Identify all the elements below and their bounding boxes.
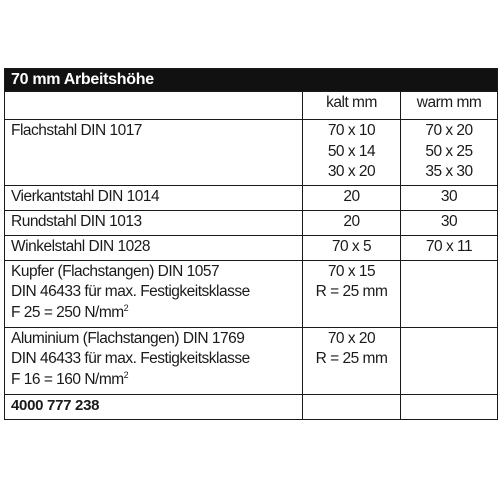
kalt-value: 70 x 10 xyxy=(327,122,376,139)
row-label-line: Vierkantstahl DIN 1014 xyxy=(11,187,160,205)
kalt-cell xyxy=(303,185,401,210)
footer-empty-cell xyxy=(303,394,401,419)
row-label-line: Flachstahl DIN 1017 xyxy=(11,122,142,139)
table-row xyxy=(5,120,498,186)
row-label xyxy=(5,260,303,327)
row-label-line: Winkelstahl DIN 1028 xyxy=(11,237,151,255)
row-label-line: F 25 = 250 N/mm xyxy=(11,303,124,321)
header-warm: warm mm xyxy=(401,92,498,120)
row-label xyxy=(5,120,303,186)
footer-row xyxy=(5,394,498,419)
kalt-cell xyxy=(303,260,401,327)
row-label-line: Aluminium (Flachstangen) DIN 1769 xyxy=(11,329,245,347)
header-row xyxy=(5,92,498,120)
kalt-value: 30 x 20 xyxy=(327,163,376,180)
kalt-value: R = 25 mm xyxy=(315,283,388,300)
table-row xyxy=(5,235,498,260)
warm-value: 70 x 11 xyxy=(425,237,473,255)
superscript: 2 xyxy=(123,369,129,380)
row-label xyxy=(5,235,303,260)
row-label xyxy=(5,327,303,394)
header-kalt: kalt mm xyxy=(303,92,401,120)
kalt-value: 70 x 5 xyxy=(331,237,372,255)
header-empty-cell xyxy=(5,92,303,120)
row-label-line: DIN 46433 für max. Festigkeitsklasse xyxy=(11,283,250,300)
warm-value: 70 x 20 xyxy=(425,122,473,139)
warm-cell xyxy=(401,260,498,327)
kalt-cell xyxy=(303,235,401,260)
table-row xyxy=(5,210,498,235)
warm-value: 30 xyxy=(440,212,458,230)
table-row xyxy=(5,327,498,394)
kalt-value: R = 25 mm xyxy=(315,350,388,367)
kalt-cell xyxy=(303,120,401,186)
kalt-cell xyxy=(303,327,401,394)
article-number: 4000 777 238 xyxy=(5,394,303,419)
table-row xyxy=(5,260,498,327)
row-label xyxy=(5,210,303,235)
warm-value: 30 xyxy=(440,187,458,205)
kalt-cell xyxy=(303,210,401,235)
warm-cell xyxy=(401,327,498,394)
row-label-line: F 16 = 160 N/mm xyxy=(11,370,124,388)
row-label-line: Rundstahl DIN 1013 xyxy=(11,212,142,230)
kalt-value: 20 xyxy=(343,187,360,205)
kalt-value: 50 x 14 xyxy=(327,142,376,160)
title-row xyxy=(5,69,498,92)
kalt-value: 70 x 15 xyxy=(327,262,376,280)
kalt-value: 20 xyxy=(343,212,360,230)
warm-cell xyxy=(401,120,498,186)
warm-value: 35 x 30 xyxy=(425,163,473,180)
table-title: 70 mm Arbeitshöhe xyxy=(5,69,498,92)
table-row xyxy=(5,185,498,210)
row-label xyxy=(5,185,303,210)
warm-cell xyxy=(401,185,498,210)
footer-empty-cell xyxy=(401,394,498,419)
row-label-line: DIN 46433 für max. Festigkeitsklasse xyxy=(11,350,250,367)
kalt-value: 70 x 20 xyxy=(327,329,376,347)
superscript: 2 xyxy=(123,302,129,313)
warm-cell xyxy=(401,210,498,235)
warm-cell xyxy=(401,235,498,260)
spec-table xyxy=(4,68,498,420)
warm-value: 50 x 25 xyxy=(425,142,473,160)
spec-table-container xyxy=(4,68,497,420)
row-label-line: Kupfer (Flachstangen) DIN 1057 xyxy=(11,262,220,280)
